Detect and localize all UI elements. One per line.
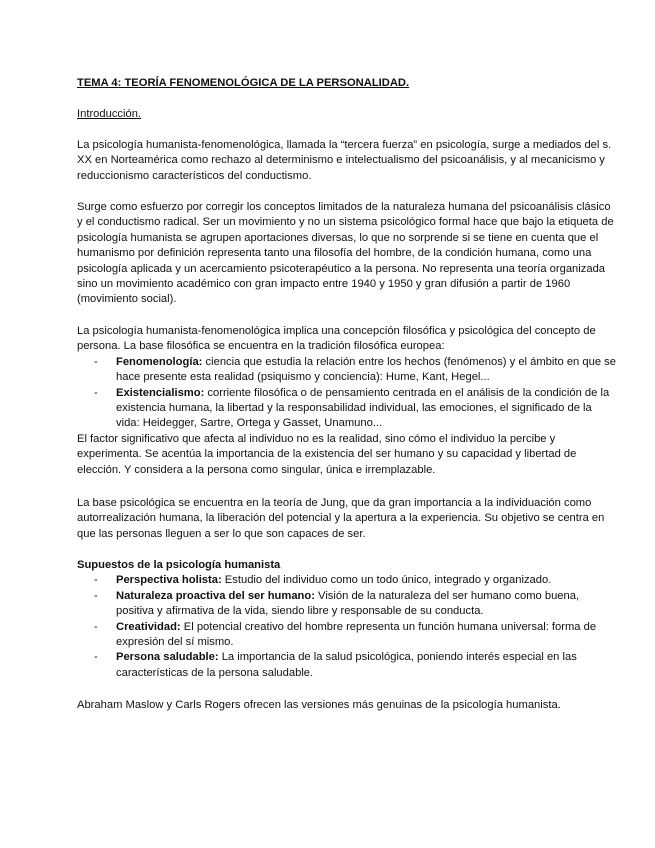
- list-item-text: El potencial creativo del hombre representa un función humana universal: forma de expresión del sí mismo.: [116, 620, 597, 649]
- list-item-text: corriente filosófica o de pensamiento centrada en el análisis de la condición de la existencia humana, la libertad y la responsabilidad individual, las emociones, el significado de la vida: Heidegger, Sartre, Ortega y Gasset, Unamuno...: [116, 386, 610, 430]
- introduction-heading: Introducción.: [77, 108, 142, 120]
- list-item: [77, 355, 617, 386]
- list-item: [77, 589, 617, 620]
- list-item-term: Naturaleza proactiva del ser humano:: [116, 589, 315, 602]
- list-item-term: Fenomenología:: [116, 355, 203, 368]
- list-item-text: ciencia que estudia la relación entre los hechos (fenómenos) y el ámbito en que se hace presente esta realidad (psiquismo y conciencia): Hume, Kant, Hegel...: [116, 355, 616, 384]
- list-item-term: Existencialismo:: [116, 386, 205, 399]
- section-heading-text: Supuestos de la psicología humanista: [77, 559, 281, 571]
- list-item-term: Persona saludable:: [116, 651, 219, 664]
- paragraph-2: Surge como esfuerzo por corregir los conceptos limitados de la naturaleza humana del psicoanálisis clásico y el conductismo radical. Ser un movimiento y no un sistema psicológico formal hace que bajo la etiqueta de psicología humanista se agrupen aportaciones diversas, lo que no sorprende si se tiene en cuenta que el humanismo por definición representa tanto una filosofía del hombre, de la condición humana, como una psicología aplicada y un acercamiento psicoterapéutico a la persona. No representa una teoría organizada sino un movimiento académico con gran impacto entre 1940 y 1950 y gran difusión a partir de 1960 (movimiento social).: [77, 201, 614, 306]
- paragraph-1: La psicología humanista-fenomenológica, llamada la “tercera fuerza” en psicología, surge a mediados del s. XX en Norteamérica como rechazo al determinismo e intelectualismo del psicoanálisis, y al mecanicismo y reduccionismo característicos del conductismo.: [77, 139, 612, 182]
- list-item-text: La importancia de la salud psicológica, poniendo interés especial en las características de la persona saludable.: [116, 651, 577, 679]
- list-item: [77, 386, 617, 432]
- assumptions-list: [77, 573, 617, 681]
- bullet-dash: -: [94, 355, 98, 368]
- bullet-dash: -: [94, 589, 98, 602]
- philosophy-list: [77, 355, 617, 432]
- section-heading: [77, 558, 617, 573]
- list-item: [77, 650, 617, 681]
- paragraph-6: Abraham Maslow y Carls Rogers ofrecen las versiones más genuinas de la psicología humanista.: [77, 699, 561, 711]
- list-item: [77, 620, 617, 651]
- paragraph-3: La psicología humanista-fenomenológica implica una concepción filosófica y psicológica del concepto de persona. La base filosófica se encuentra en la tradición filosófica europea:: [77, 325, 596, 353]
- paragraph-4: El factor significativo que afecta al individuo no es la realidad, sino cómo el individuo la percibe y experimenta. Se acentúa la importancia de la existencia del ser humano y su capacidad y libertad de elección. Y considera a la persona como singular, única e irremplazable.: [77, 432, 577, 476]
- document-title: TEMA 4: TEORÍA FENOMENOLÓGICA DE LA PERSONALIDAD.: [77, 77, 410, 89]
- list-item-text: Visión de la naturaleza del ser humano como buena, positiva y afirmativa de la vida, siendo libre y responsable de su conducta.: [116, 589, 580, 618]
- bullet-dash: -: [94, 651, 98, 664]
- list-item-term: Perspectiva holista:: [116, 574, 222, 587]
- list-item-term: Creatividad:: [116, 620, 181, 633]
- bullet-dash: -: [94, 620, 98, 633]
- philosophical-base-section: [77, 324, 617, 478]
- bullet-dash: -: [94, 386, 98, 399]
- list-item-text: Estudio del individuo como un todo único, integrado y organizado.: [221, 574, 552, 587]
- list-item: [77, 573, 617, 588]
- bullet-dash: -: [94, 574, 98, 587]
- assumptions-section: [77, 558, 617, 681]
- paragraph-5: La base psicológica se encuentra en la teoría de Jung, que da gran importancia a la individuación como autorrealización humana, la liberación del potencial y la apertura a la experiencia. Su objetivo se centra en que las personas lleguen a ser lo que son capaces de ser.: [77, 497, 605, 540]
